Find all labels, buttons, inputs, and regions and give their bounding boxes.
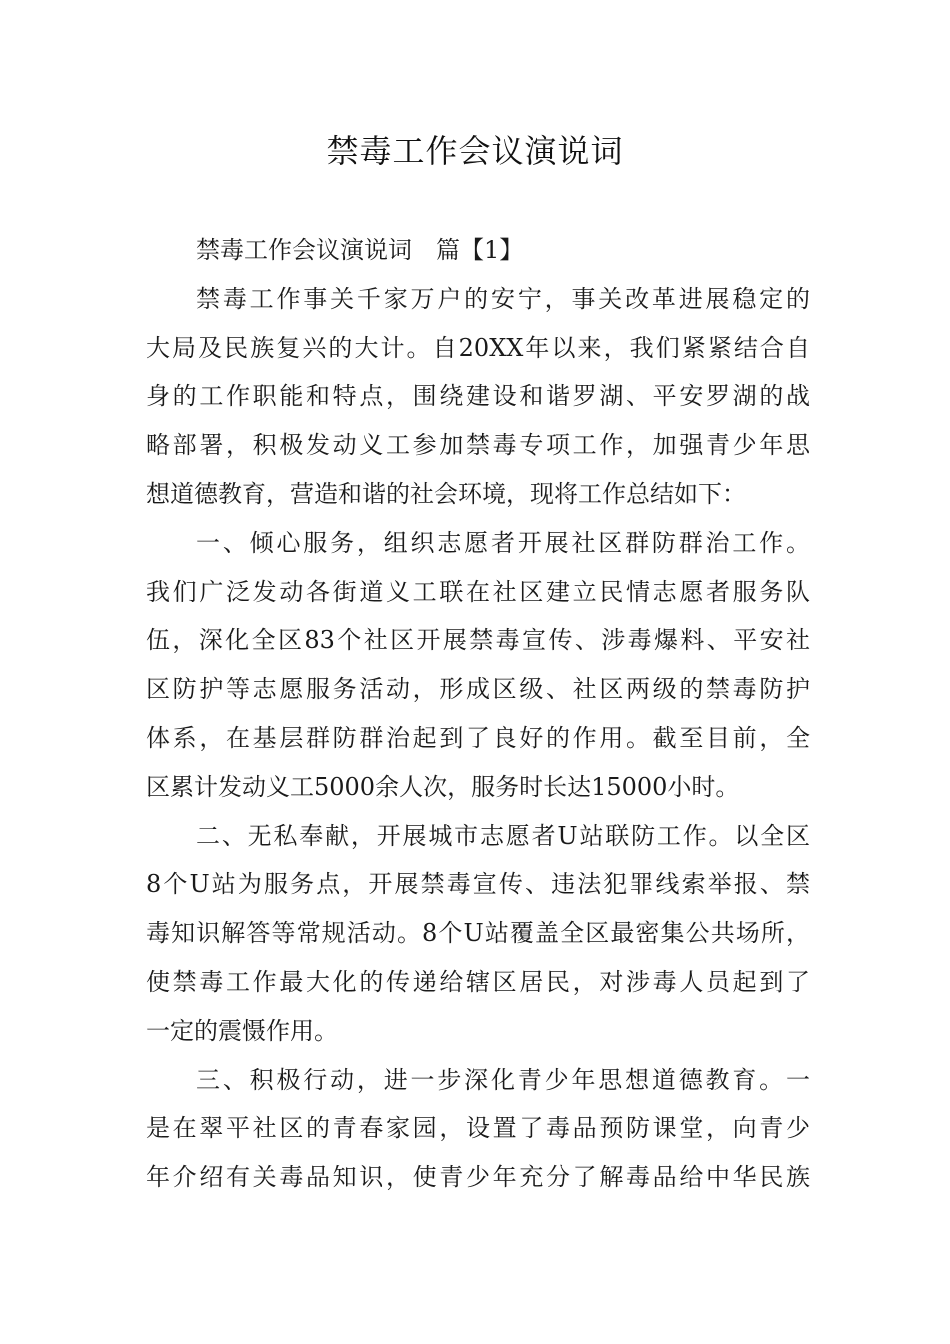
section-heading: 禁毒工作会议演说词 篇【1】 xyxy=(196,236,524,264)
paragraph-line: 身的工作职能和特点，围绕建设和谐罗湖、平安罗湖的战 xyxy=(146,382,810,411)
paragraph-line: 区防护等志愿服务活动，形成区级、社区两级的禁毒防护 xyxy=(146,675,810,704)
paragraph-line: 我们广泛发动各街道义工联在社区建立民情志愿者服务队 xyxy=(146,577,810,606)
paragraph-line: 禁毒工作事关千家万户的安宁，事关改革进展稳定的 xyxy=(196,284,810,313)
paragraph-line: 三、积极行动，进一步深化青少年思想道德教育。一 xyxy=(196,1065,810,1094)
paragraph-line: 一、倾心服务，组织志愿者开展社区群防群治工作。 xyxy=(196,528,810,557)
paragraph-line: 区累计发动义工5000余人次，服务时长达15000小时。 xyxy=(146,772,740,801)
paragraph-line: 一定的震慑作用。 xyxy=(146,1016,338,1045)
paragraph-line: 使禁毒工作最大化的传递给辖区居民，对涉毒人员起到了 xyxy=(146,967,810,996)
paragraph-line: 略部署，积极发动义工参加禁毒专项工作，加强青少年思 xyxy=(146,431,810,460)
paragraph-line: 8个U站为服务点，开展禁毒宣传、违法犯罪线索举报、禁 xyxy=(146,870,810,899)
paragraph-line: 毒知识解答等常规活动。8个U站覆盖全区最密集公共场所， xyxy=(146,919,810,948)
paragraph-line: 是在翠平社区的青春家园，设置了毒品预防课堂，向青少 xyxy=(146,1114,810,1143)
paragraph-line: 大局及民族复兴的大计。自20XX年以来，我们紧紧结合自 xyxy=(146,333,810,362)
document-body xyxy=(146,226,810,1202)
paragraph-line: 伍，深化全区83个社区开展禁毒宣传、涉毒爆料、平安社 xyxy=(146,626,810,655)
paragraph-line: 体系，在基层群防群治起到了良好的作用。截至目前，全 xyxy=(146,723,810,752)
paragraph-line: 想道德教育，营造和谐的社会环境，现将工作总结如下： xyxy=(146,479,746,508)
document-title: 禁毒工作会议演说词 xyxy=(326,132,624,170)
paragraph-line: 二、无私奉献，开展城市志愿者U站联防工作。以全区 xyxy=(196,821,810,850)
paragraph-line: 年介绍有关毒品知识，使青少年充分了解毒品给中华民族 xyxy=(146,1163,810,1192)
